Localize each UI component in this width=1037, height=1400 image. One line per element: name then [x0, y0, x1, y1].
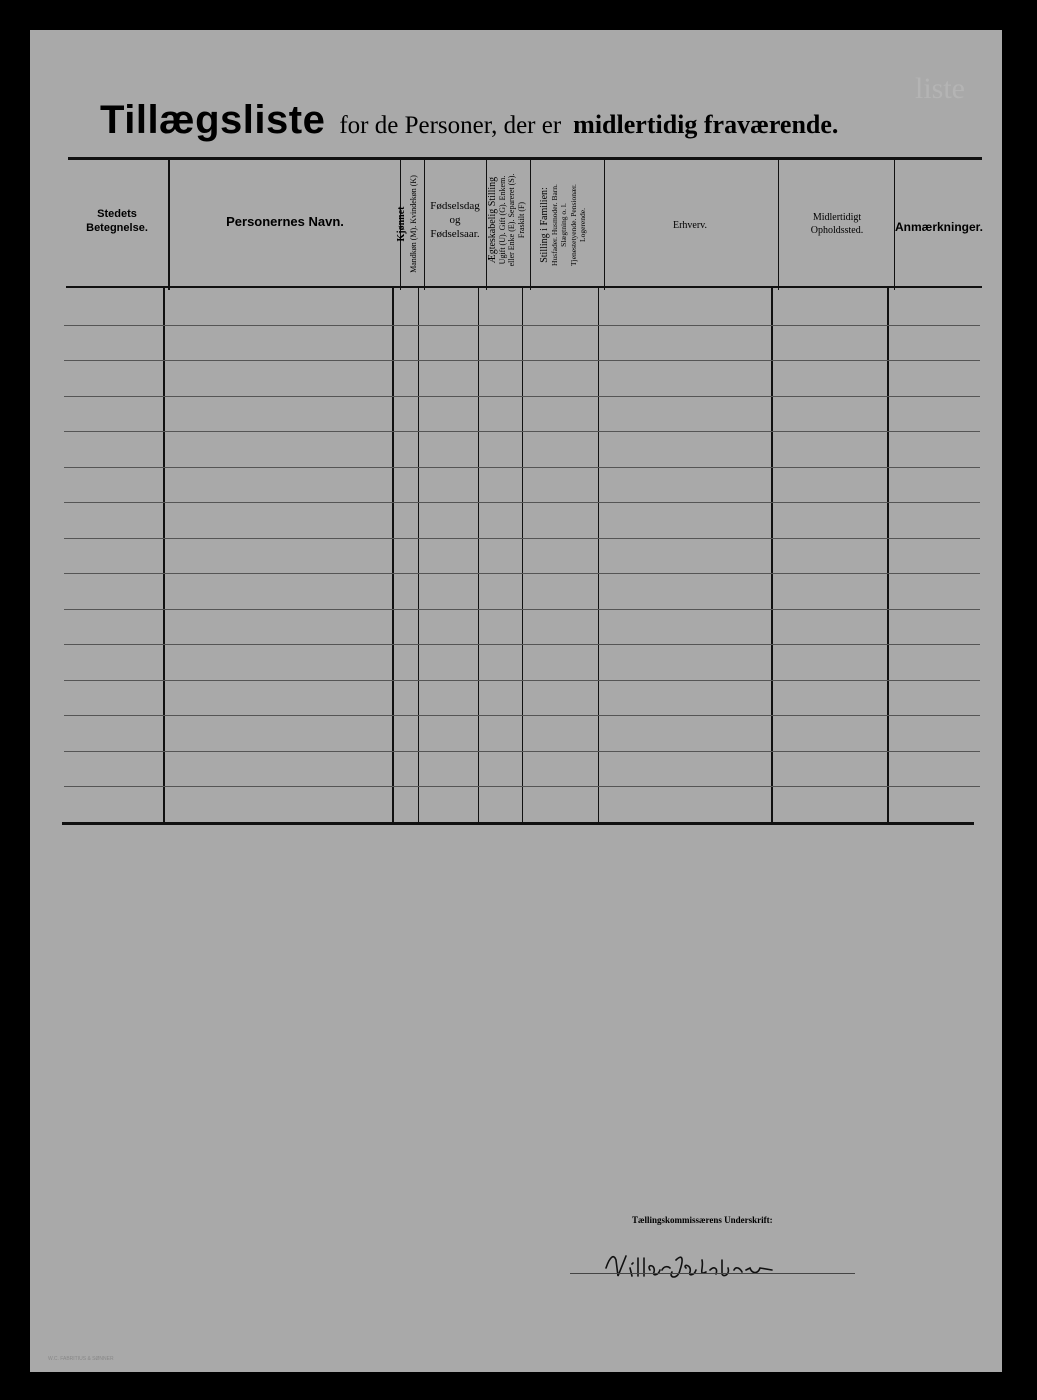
header-familien	[540, 170, 594, 280]
table-row	[64, 573, 980, 574]
header-aegteskabelig-sub3: Fraskilt (F)	[516, 201, 526, 239]
header-fodsel: Fødselsdag og Fødselsaar.	[430, 200, 480, 240]
table-row	[64, 467, 980, 468]
column-divider	[771, 288, 773, 823]
table-row	[64, 360, 980, 361]
column-divider	[424, 160, 425, 290]
header-anm: Anmærkninger.	[895, 220, 984, 234]
column-divider	[418, 288, 419, 823]
header-bottom-rule	[66, 286, 982, 288]
header-navn: Personernes Navn.	[226, 214, 344, 229]
header-familien-sub3: Tjenestetyende. Pensionær.	[568, 184, 578, 266]
column-divider	[530, 160, 531, 290]
header-aegteskabelig	[488, 160, 528, 280]
header-aegteskabelig-sub1: Ugift (U). Gift (G). Enkem.	[497, 175, 507, 265]
header-familien-label: Stilling i Familien:	[539, 187, 550, 263]
header-kjonnet	[396, 169, 420, 279]
form-title	[100, 98, 980, 148]
table-row	[64, 325, 980, 326]
table-row	[64, 715, 980, 716]
header-stedets: Stedets Betegnelse.	[86, 208, 148, 234]
header-aegteskabelig-label: Ægteskabelig Stilling	[487, 176, 498, 264]
table-row	[64, 751, 980, 752]
header-familien-sub2: Slægtning o. l.	[559, 203, 568, 247]
header-ophold: Midlertidigt Opholdssted.	[810, 212, 864, 236]
header-kjonnet-label: Kjønnet	[396, 206, 407, 242]
table-row	[64, 431, 980, 432]
table-row	[64, 680, 980, 681]
signature-line	[570, 1273, 855, 1274]
title-middle: for de Personer, der er	[339, 112, 562, 139]
column-divider	[392, 288, 394, 823]
table-row	[64, 644, 980, 645]
column-divider	[604, 160, 605, 290]
column-divider	[168, 160, 170, 290]
printer-mark: W.C. FABRITIUS & SØNNER	[48, 1356, 114, 1362]
header-aegteskabelig-sub2: eller Enke (E). Separeret (S).	[507, 173, 516, 267]
column-divider	[522, 288, 523, 823]
signature-label: Tællingskommissærens Underskrift:	[632, 1215, 773, 1225]
column-divider	[887, 288, 889, 823]
column-divider	[478, 288, 479, 823]
column-divider	[598, 288, 599, 823]
table-row	[64, 538, 980, 539]
title-main: Tillægsliste	[100, 98, 326, 142]
column-divider	[778, 160, 779, 290]
column-divider	[163, 288, 165, 823]
header-familien-sub4: Logerende.	[578, 208, 587, 242]
table-bottom-rule	[62, 822, 974, 825]
table-row	[64, 609, 980, 610]
table-row	[64, 396, 980, 397]
signature-scrawl	[600, 1246, 785, 1286]
title-emphasis: midlertidig fraværende.	[573, 110, 839, 139]
header-kjonnet-sub: Mandkøn (M). Kvindekøn (K)	[409, 175, 418, 273]
faint-stamp-text: liste	[915, 72, 965, 105]
header-familien-sub1: Husfader. Husmoder. Barn.	[549, 184, 559, 266]
table-row	[64, 786, 980, 787]
header-erhverv: Erhverv.	[672, 220, 708, 231]
table-row	[64, 502, 980, 503]
